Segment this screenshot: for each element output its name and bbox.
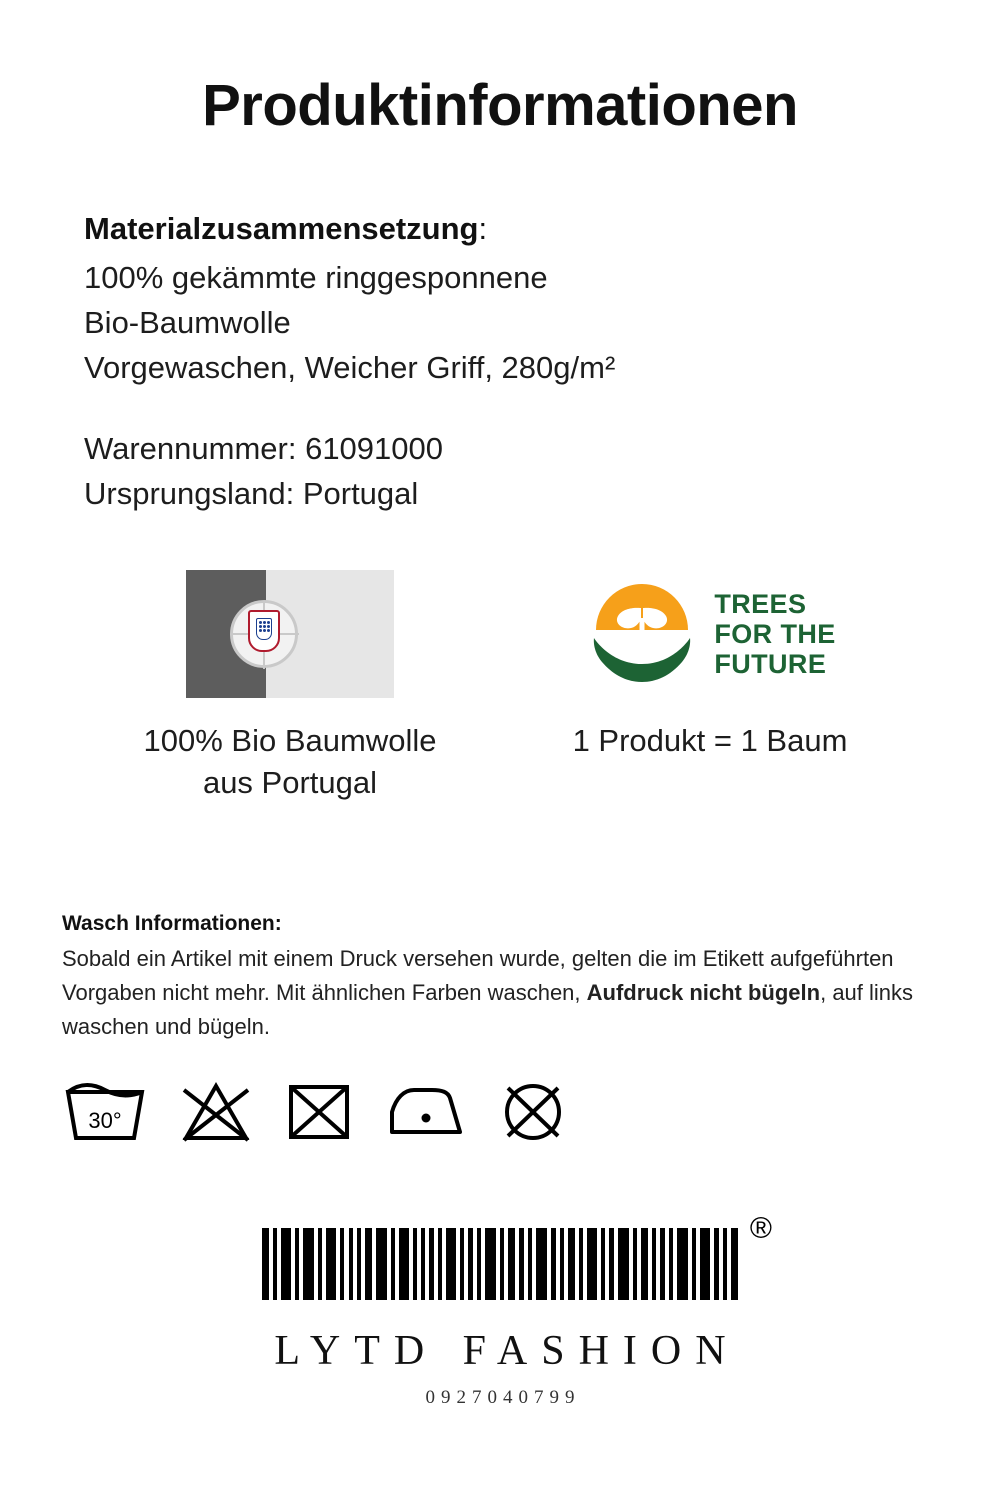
registered-trademark-icon: ® [749, 1212, 772, 1245]
portugal-shield-icon [248, 610, 280, 652]
badge-caption-tree [573, 720, 848, 762]
barcode-wrap [262, 1212, 772, 1300]
material-line-2: Bio-Baumwolle [84, 304, 291, 340]
badges-row [0, 570, 1000, 804]
barcode-bar [731, 1228, 738, 1300]
barcode-bar [508, 1228, 515, 1300]
material-heading-text: Materialzusammensetzung [84, 211, 479, 246]
barcode-bar [587, 1228, 597, 1300]
barcode-bar [262, 1228, 269, 1300]
barcode-bar [536, 1228, 547, 1300]
barcode-bar [376, 1228, 387, 1300]
material-line-1: 100% gekämmte ringgesponnene [84, 259, 548, 295]
brand-block [0, 1212, 1000, 1409]
barcode-bar [281, 1228, 291, 1300]
barcode-bar [303, 1228, 314, 1300]
wash-30-degrees-icon [62, 1078, 148, 1144]
wash-text-part1: Sobald ein Artikel mit einem Druck versehen wurde, gelten die im Etikett aufgeführten Vorgaben nicht mehr. Mit ähnlichen Farben waschen, [62, 946, 894, 1006]
tfif-line-1: TREES [714, 588, 807, 619]
trees-for-the-future-text [714, 589, 835, 680]
material-composition-block [84, 208, 924, 517]
brand-name: LYTD FASHION [274, 1328, 740, 1374]
barcode-bar [677, 1228, 688, 1300]
country-of-origin: Ursprungsland: Portugal [84, 475, 419, 511]
svg-text:30°: 30° [88, 1108, 122, 1133]
wash-text-part2: , auf links waschen und bügeln. [62, 980, 914, 1040]
spacer [84, 391, 924, 427]
material-heading-colon: : [478, 211, 488, 246]
wash-information-block [62, 912, 942, 1044]
brand-number: 0927040799 [425, 1387, 581, 1408]
badge-caption-organic-line2: aus Portugal [202, 764, 378, 800]
page-title: Produktinformationen [202, 73, 798, 138]
wash-information-text [62, 942, 942, 1044]
barcode-bar [446, 1228, 456, 1300]
badge-caption-organic [144, 720, 437, 804]
tfif-line-2: FOR THE [714, 618, 836, 649]
barcode-bar [399, 1228, 409, 1300]
trees-for-the-future-logo [584, 570, 835, 698]
wash-information-heading: Wasch Informationen: [62, 912, 282, 935]
iron-low-temperature-icon [384, 1078, 468, 1144]
do-not-dry-clean-icon [498, 1078, 568, 1144]
badge-caption-tree-line1: 1 Produkt = 1 Baum [572, 723, 848, 758]
wash-text-bold: Aufdruck nicht bügeln [586, 980, 821, 1006]
badge-caption-organic-line1: 100% Bio Baumwolle [143, 723, 437, 758]
badge-one-product-one-tree [500, 570, 920, 762]
barcode [262, 1228, 738, 1300]
material-heading [84, 208, 924, 250]
care-symbols-row [62, 1078, 568, 1144]
tree-in-hands-icon [584, 578, 700, 690]
barcode-bar [326, 1228, 336, 1300]
material-line-3: Vorgewaschen, Weicher Griff, 280g/m² [84, 349, 616, 385]
tfif-line-3: FUTURE [714, 649, 827, 680]
do-not-bleach-icon [178, 1078, 254, 1144]
portugal-flag-icon [186, 570, 394, 698]
barcode-bar [365, 1228, 372, 1300]
barcode-bar [485, 1228, 496, 1300]
badge-organic-cotton-portugal [80, 570, 500, 804]
shield-dots [258, 621, 270, 632]
barcode-bar [700, 1228, 710, 1300]
customs-number: Warennummer: 61091000 [84, 430, 443, 466]
barcode-bar [618, 1228, 629, 1300]
do-not-tumble-dry-icon [284, 1078, 354, 1144]
barcode-bar [641, 1228, 648, 1300]
barcode-bar [568, 1228, 575, 1300]
